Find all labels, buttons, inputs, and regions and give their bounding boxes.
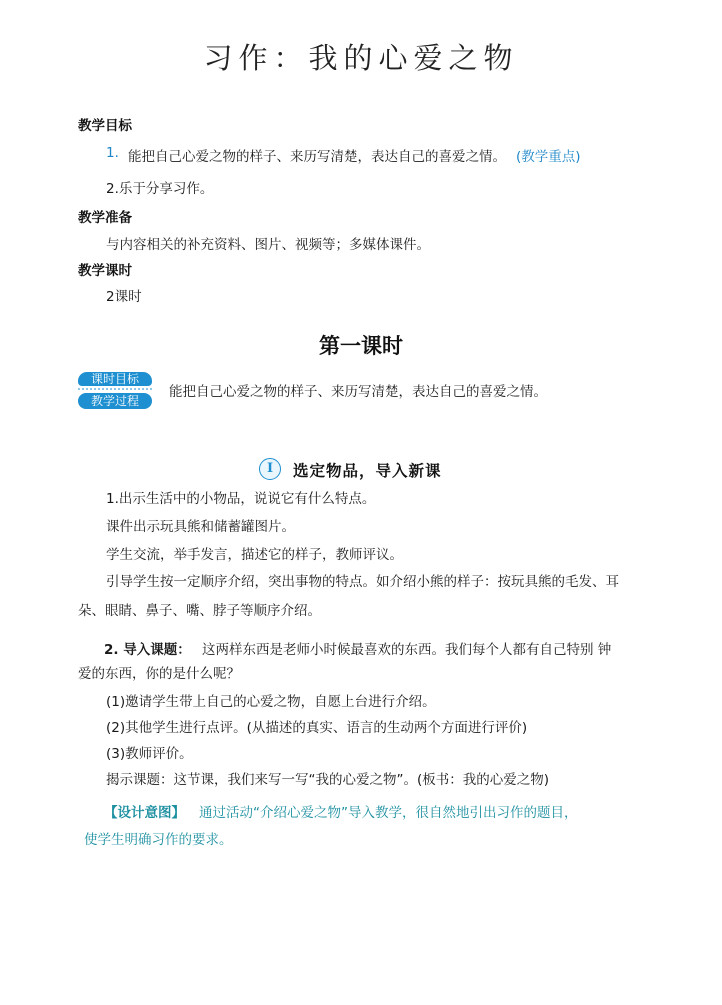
section-para-4-line-1: 引导学生按一定顺序介绍，突出事物的特点。如介绍小熊的样子：按玩具熊的毛发、耳 xyxy=(106,574,619,590)
section-para-4-line-2: 朵、眼睛、鼻子、嘴、脖子等顺序介绍。 xyxy=(78,603,321,619)
lesson-goal-text: 能把自己心爱之物的样子、来历写清楚，表达自己的喜爱之情。 xyxy=(169,384,547,400)
section-para-1: 1.出示生活中的小物品，说说它有什么特点。 xyxy=(106,491,376,507)
hours-heading: 教学课时 xyxy=(78,263,132,279)
design-intent-text-line-1: 通过活动“介绍心爱之物”导入教学，很自然地引出习作的题目， xyxy=(199,805,578,821)
hours-text: 2课时 xyxy=(106,289,142,305)
section-title: 选定物品，导入新课 xyxy=(293,462,442,480)
prep-heading: 教学准备 xyxy=(78,210,132,226)
intro-topic-label: 2. 导入课题： xyxy=(104,642,191,658)
teaching-process-badge: 教学过程 xyxy=(78,393,152,409)
badge-divider-icon xyxy=(76,386,154,392)
step-2: (2)其他学生进行点评。(从描述的真实、语言的生动两个方面进行评价) xyxy=(106,720,528,736)
goal-1-key-point-tag: (教学重点) xyxy=(516,149,581,165)
goal-2-text: 2.乐于分享习作。 xyxy=(106,181,214,197)
step-3: (3)教师评价。 xyxy=(106,746,193,762)
page-title: 习作：我的心爱之物 xyxy=(203,41,519,75)
lesson-goal-badge: 课时目标 xyxy=(78,372,152,386)
design-intent-label: 【设计意图】 xyxy=(104,805,185,821)
goals-heading: 教学目标 xyxy=(78,118,132,134)
intro-topic-text-line-2: 爱的东西，你的是什么呢？ xyxy=(78,666,240,682)
step-1: (1)邀请学生带上自己的心爱之物，自愿上台进行介绍。 xyxy=(106,694,436,710)
section-para-2: 课件出示玩具熊和储蓄罐图片。 xyxy=(106,519,295,535)
section-para-3: 学生交流，举手发言，描述它的样子，教师评议。 xyxy=(106,547,403,563)
design-intent-text-line-2: 使学生明确习作的要求。 xyxy=(84,832,233,848)
goal-1-number: 1. xyxy=(106,145,119,161)
prep-text: 与内容相关的补充资料、图片、视频等；多媒体课件。 xyxy=(106,237,430,253)
section-numeral-icon: I xyxy=(259,458,281,480)
goal-1-text: 能把自己心爱之物的样子、来历写清楚，表达自己的喜爱之情。 xyxy=(128,149,506,165)
lesson-title: 第一课时 xyxy=(319,334,403,358)
reveal-topic: 揭示课题：这节课，我们来写一写“我的心爱之物”。(板书：我的心爱之物) xyxy=(106,772,550,788)
intro-topic-text-line-1: 这两样东西是老师小时候最喜欢的东西。我们每个人都有自己特别 钟 xyxy=(202,642,612,658)
